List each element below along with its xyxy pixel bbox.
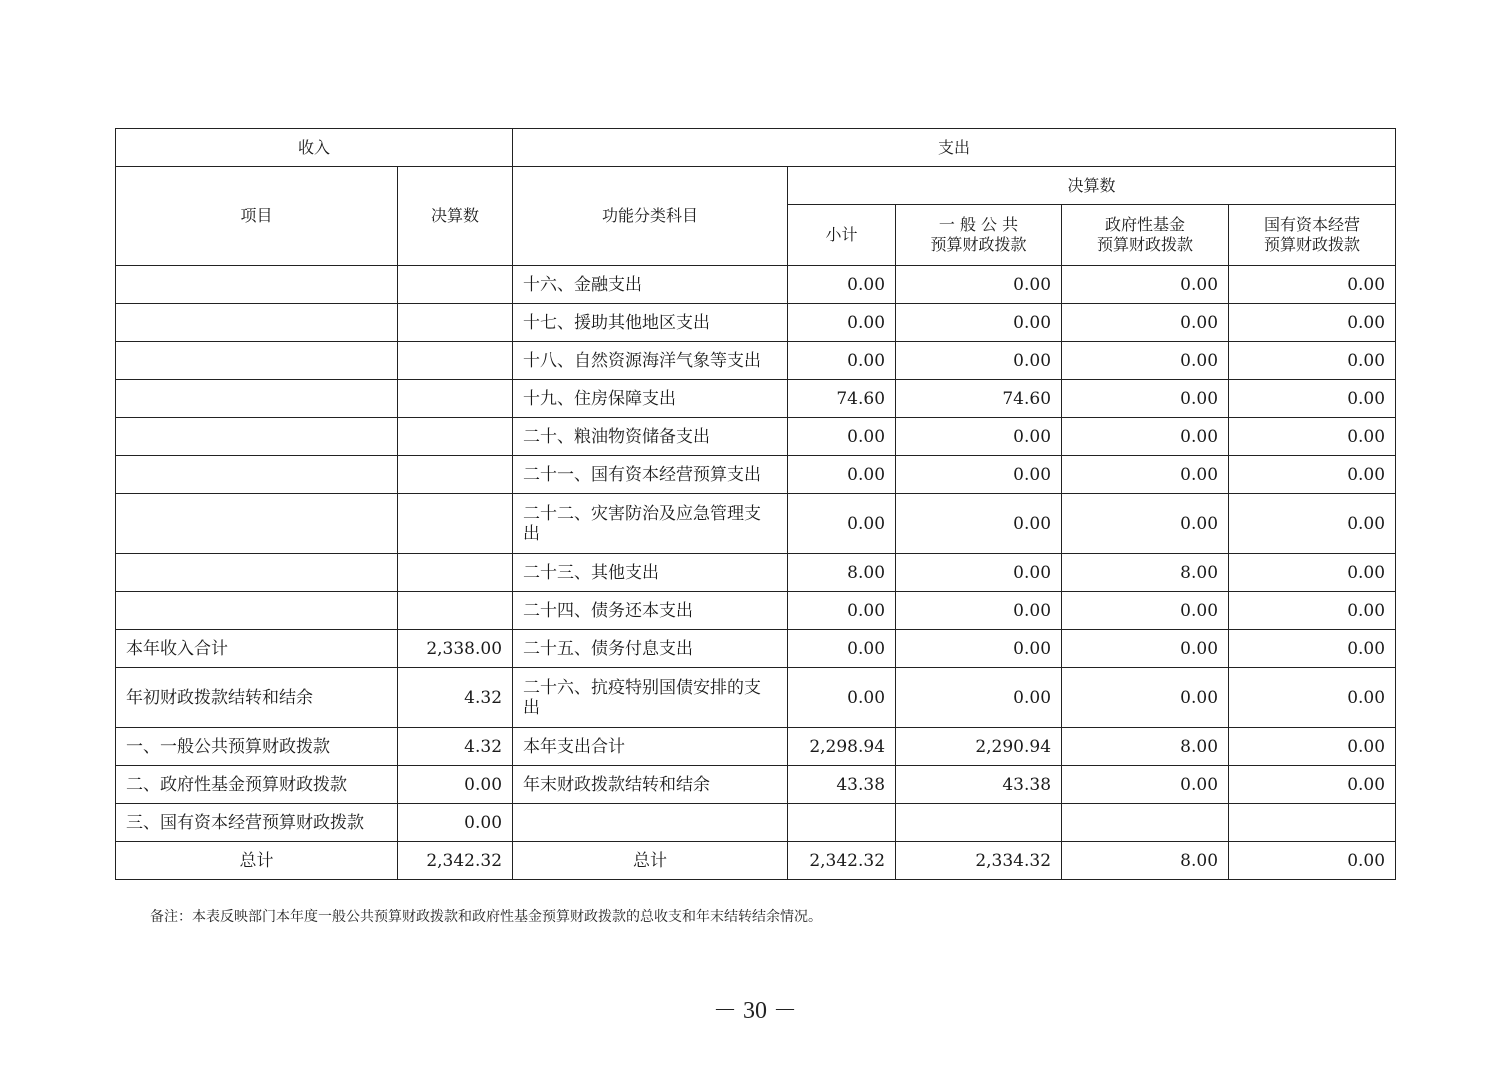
income-value	[398, 592, 513, 630]
gov-fund-value: 0.00	[1062, 380, 1229, 418]
income-value: 2,338.00	[398, 630, 513, 668]
total-row	[116, 842, 1396, 880]
income-item	[116, 342, 398, 380]
table-row	[116, 668, 1396, 728]
table-row	[116, 766, 1396, 804]
income-item	[116, 554, 398, 592]
category-name: 二十二、灾害防治及应急管理支出	[513, 494, 788, 554]
general-budget-value: 2,290.94	[896, 728, 1062, 766]
state-capital-value: 0.00	[1229, 304, 1396, 342]
income-value: 4.32	[398, 668, 513, 728]
subtotal-value: 2,298.94	[788, 728, 896, 766]
gov-fund-value: 0.00	[1062, 668, 1229, 728]
subtotal-value: 0.00	[788, 304, 896, 342]
state-capital-value: 0.00	[1229, 342, 1396, 380]
table-row	[116, 554, 1396, 592]
expense-total-label: 总计	[513, 842, 788, 880]
subtotal-header: 小计	[788, 205, 896, 266]
income-item: 年初财政拨款结转和结余	[116, 668, 398, 728]
expense-total-general: 2,334.32	[896, 842, 1062, 880]
category-name: 二十六、抗疫特别国债安排的支出	[513, 668, 788, 728]
income-item	[116, 494, 398, 554]
gov-fund-value	[1062, 804, 1229, 842]
table-row	[116, 804, 1396, 842]
gov-fund-value: 0.00	[1062, 494, 1229, 554]
expense-total-fund: 8.00	[1062, 842, 1229, 880]
state-capital-value: 0.00	[1229, 728, 1396, 766]
income-value: 0.00	[398, 766, 513, 804]
table-row	[116, 342, 1396, 380]
item-header: 项目	[116, 167, 398, 266]
income-item	[116, 418, 398, 456]
income-value	[398, 304, 513, 342]
income-value	[398, 554, 513, 592]
category-name: 十六、金融支出	[513, 266, 788, 304]
income-value	[398, 380, 513, 418]
state-capital-value: 0.00	[1229, 630, 1396, 668]
gov-fund-value: 8.00	[1062, 728, 1229, 766]
category-name: 二十三、其他支出	[513, 554, 788, 592]
table-row	[116, 592, 1396, 630]
income-value	[398, 494, 513, 554]
subtotal-value: 0.00	[788, 630, 896, 668]
gov-fund-value: 0.00	[1062, 266, 1229, 304]
fiscal-report-table	[115, 128, 1396, 880]
state-capital-value: 0.00	[1229, 380, 1396, 418]
table-row	[116, 494, 1396, 554]
subtotal-value: 0.00	[788, 266, 896, 304]
income-value	[398, 266, 513, 304]
subtotal-value: 0.00	[788, 342, 896, 380]
category-name: 本年支出合计	[513, 728, 788, 766]
general-budget-value: 43.38	[896, 766, 1062, 804]
subtotal-value: 43.38	[788, 766, 896, 804]
income-header: 收入	[116, 129, 513, 167]
income-value: 0.00	[398, 804, 513, 842]
category-name: 年末财政拨款结转和结余	[513, 766, 788, 804]
table-row	[116, 266, 1396, 304]
income-item	[116, 592, 398, 630]
state-capital-header: 国有资本经营 预算财政拨款	[1229, 205, 1396, 266]
income-value: 4.32	[398, 728, 513, 766]
gov-fund-value: 8.00	[1062, 554, 1229, 592]
income-total-value: 2,342.32	[398, 842, 513, 880]
func-category-header: 功能分类科目	[513, 167, 788, 266]
state-capital-value: 0.00	[1229, 456, 1396, 494]
expense-total-subtotal: 2,342.32	[788, 842, 896, 880]
state-capital-value: 0.00	[1229, 766, 1396, 804]
settle-header: 决算数	[398, 167, 513, 266]
general-budget-value: 0.00	[896, 418, 1062, 456]
income-item: 三、国有资本经营预算财政拨款	[116, 804, 398, 842]
table-row	[116, 418, 1396, 456]
page-number: － 30 －	[713, 998, 797, 1024]
general-budget-value: 0.00	[896, 592, 1062, 630]
gov-fund-value: 0.00	[1062, 418, 1229, 456]
gov-fund-value: 0.00	[1062, 342, 1229, 380]
subtotal-value: 0.00	[788, 592, 896, 630]
category-name: 二十一、国有资本经营预算支出	[513, 456, 788, 494]
general-budget-value: 0.00	[896, 494, 1062, 554]
subtotal-value	[788, 804, 896, 842]
subtotal-value: 74.60	[788, 380, 896, 418]
subtotal-value: 0.00	[788, 418, 896, 456]
income-item	[116, 304, 398, 342]
table-row	[116, 456, 1396, 494]
state-capital-value: 0.00	[1229, 494, 1396, 554]
expense-total-capital: 0.00	[1229, 842, 1396, 880]
income-value	[398, 342, 513, 380]
settle-group-header: 决算数	[788, 167, 1396, 205]
general-budget-value	[896, 804, 1062, 842]
gov-fund-header: 政府性基金 预算财政拨款	[1062, 205, 1229, 266]
general-budget-value: 0.00	[896, 342, 1062, 380]
general-budget-header: 一 般 公 共 预算财政拨款	[896, 205, 1062, 266]
state-capital-value: 0.00	[1229, 668, 1396, 728]
category-name: 二十五、债务付息支出	[513, 630, 788, 668]
category-name: 十九、住房保障支出	[513, 380, 788, 418]
gov-fund-value: 0.00	[1062, 304, 1229, 342]
subtotal-value: 0.00	[788, 668, 896, 728]
income-value	[398, 418, 513, 456]
category-name: 十八、自然资源海洋气象等支出	[513, 342, 788, 380]
general-budget-value: 74.60	[896, 380, 1062, 418]
category-name: 十七、援助其他地区支出	[513, 304, 788, 342]
category-name: 二十、粮油物资储备支出	[513, 418, 788, 456]
gov-fund-value: 0.00	[1062, 592, 1229, 630]
general-budget-value: 0.00	[896, 668, 1062, 728]
table-note: 备注：本表反映部门本年度一般公共预算财政拨款和政府性基金预算财政拨款的总收支和年末结转结余情况。	[150, 909, 822, 925]
income-item	[116, 456, 398, 494]
state-capital-value	[1229, 804, 1396, 842]
state-capital-value: 0.00	[1229, 266, 1396, 304]
state-capital-value: 0.00	[1229, 554, 1396, 592]
general-budget-value: 0.00	[896, 266, 1062, 304]
table-row	[116, 380, 1396, 418]
gov-fund-value: 0.00	[1062, 766, 1229, 804]
income-value	[398, 456, 513, 494]
gov-fund-value: 0.00	[1062, 630, 1229, 668]
state-capital-value: 0.00	[1229, 592, 1396, 630]
income-item	[116, 266, 398, 304]
general-budget-value: 0.00	[896, 456, 1062, 494]
general-budget-value: 0.00	[896, 554, 1062, 592]
table-row	[116, 728, 1396, 766]
expense-header: 支出	[513, 129, 1396, 167]
category-name: 二十四、债务还本支出	[513, 592, 788, 630]
subtotal-value: 0.00	[788, 456, 896, 494]
category-name	[513, 804, 788, 842]
gov-fund-value: 0.00	[1062, 456, 1229, 494]
income-total-label: 总计	[116, 842, 398, 880]
subtotal-value: 8.00	[788, 554, 896, 592]
income-item	[116, 380, 398, 418]
table-row	[116, 630, 1396, 668]
general-budget-value: 0.00	[896, 630, 1062, 668]
income-item: 二、政府性基金预算财政拨款	[116, 766, 398, 804]
table-row	[116, 304, 1396, 342]
income-item: 一、一般公共预算财政拨款	[116, 728, 398, 766]
income-item: 本年收入合计	[116, 630, 398, 668]
state-capital-value: 0.00	[1229, 418, 1396, 456]
subtotal-value: 0.00	[788, 494, 896, 554]
general-budget-value: 0.00	[896, 304, 1062, 342]
